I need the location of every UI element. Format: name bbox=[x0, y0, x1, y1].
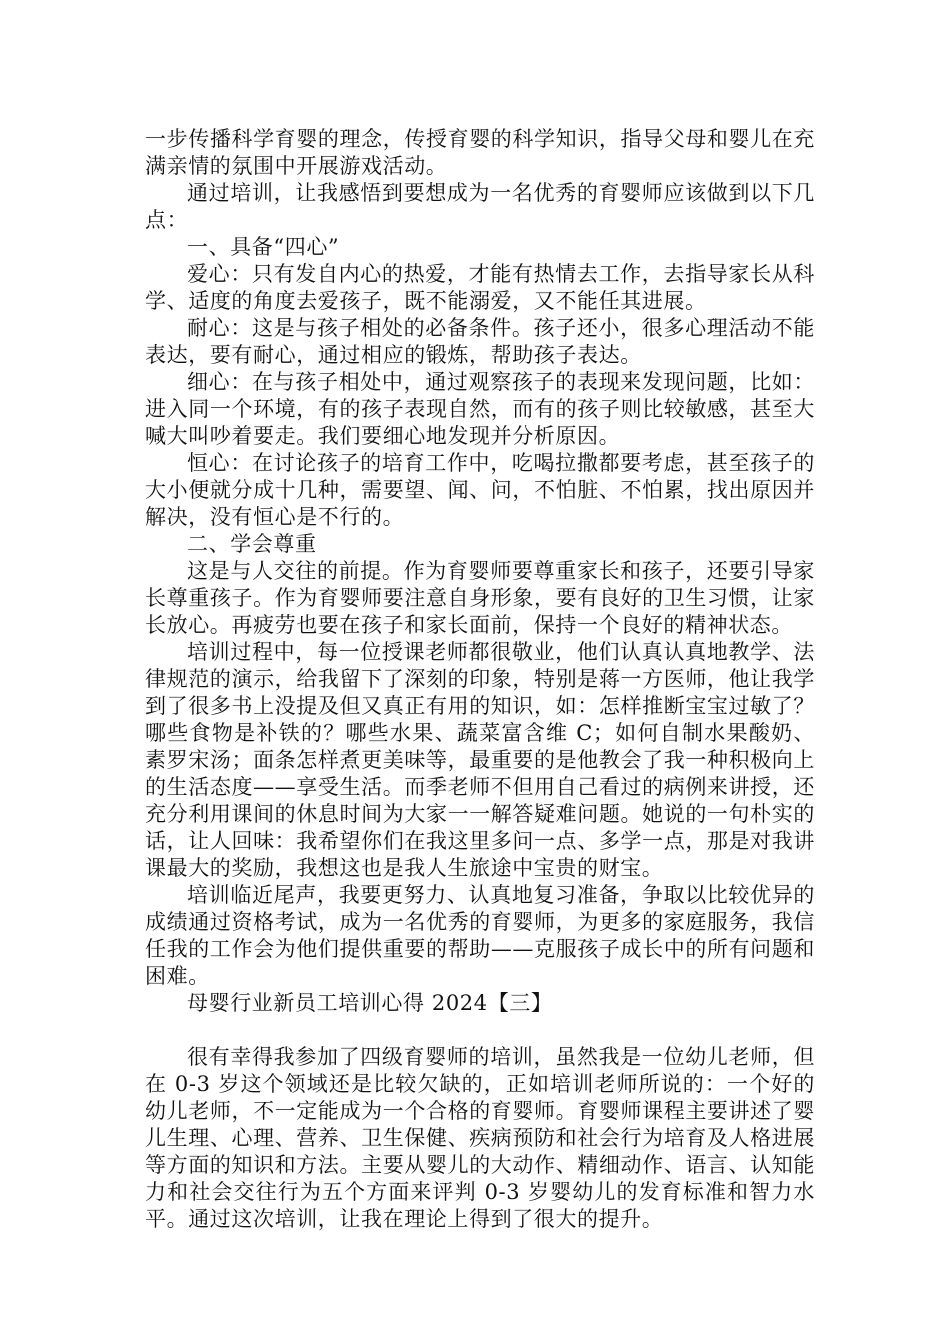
paragraph-patience: 耐心：这是与孩子相处的必备条件。孩子还小，很多心理活动不能表达，要有耐心，通过相应的锻炼，帮助孩子表达。 bbox=[145, 316, 815, 367]
document-body bbox=[145, 126, 815, 1233]
section-heading-four-hearts: 一、具备“四心” bbox=[187, 235, 340, 259]
paragraph-carefulness: 细心：在与孩子相处中，通过观察孩子的表现来发现问题，比如：进入同一个环境，有的孩子表现自然，而有的孩子则比较敏感，甚至大喊大叫吵着要走。我们要细心地发现并分析原因。 bbox=[145, 370, 815, 448]
paragraph-intro-continued: 一步传播科学育婴的理念，传授育婴的科学知识，指导父母和婴儿在充满亲情的氛围中开展游戏活动。 bbox=[145, 127, 815, 178]
section-heading-respect: 二、学会尊重 bbox=[187, 532, 317, 556]
paragraph-realization: 通过培训，让我感悟到要想成为一名优秀的育婴师应该做到以下几点： bbox=[145, 181, 815, 232]
paragraph-respect: 这是与人交往的前提。作为育婴师要尊重家长和孩子，还要引导家长尊重孩子。作为育婴师要注意自身形象，要有良好的卫生习惯，让家长放心。再疲劳也要在孩子和家长面前，保持一个良好的精神状态。 bbox=[145, 559, 815, 637]
paragraph-training-process: 培训过程中，每一位授课老师都很敬业，他们认真认真地教学、法律规范的演示，给我留下了深刻的印象，特别是蒋一方医师，他让我学到了很多书上没提及但又真正有用的知识，如：怎样推断宝宝过敏了？哪些食物是补铁的？哪些水果、蔬菜富含维 C；如何自制水果酸奶、素罗宋汤；面条怎样煮更美味等，最重要的是他教会了我一种积极向上的生活态度——享受生活。而季老师不但用自己看过的病例来讲授，还充分利用课间的休息时间为大家一一解答疑难问题。她说的一句朴实的话，让人回味：我希望你们在我这里多问一点、多学一点，那是对我讲课最大的奖励，我想这也是我人生旅途中宝贵的财宝。 bbox=[145, 640, 815, 880]
paragraph-training-end: 培训临近尾声，我要更努力、认真地复习准备，争取以比较优异的成绩通过资格考试，成为一名优秀的育婴师，为更多的家庭服务，我信任我的工作会为他们提供重要的帮助——克服孩子成长中的所有问题和困难。 bbox=[145, 883, 815, 988]
blank-line bbox=[145, 1017, 815, 1044]
paragraph-perseverance: 恒心：在讨论孩子的培育工作中，吃喝拉撒都要考虑，甚至孩子的大小便就分成十几种，需要望、闻、问，不怕脏、不怕累，找出原因并解决，没有恒心是不行的。 bbox=[145, 451, 815, 529]
paragraph-article-three: 很有幸得我参加了四级育婴师的培训，虽然我是一位幼儿老师，但在 0-3 岁这个领域还是比较欠缺的，正如培训老师所说的：一个好的幼儿老师，不一定能成为一个合格的育婴师。育婴师课程主要讲述了婴儿生理、心理、营养、卫生保健、疾病预防和社会行为培育及人格进展等方面的知识和方法。主要从婴儿的大动作、精细动作、语言、认知能力和社会交往行为五个方面来评判 0-3 岁婴幼儿的发育标准和智力水平。通过这次培训，让我在理论上得到了很大的提升。 bbox=[145, 1045, 815, 1231]
article-title-three: 母婴行业新员工培训心得 2024【三】 bbox=[187, 991, 553, 1015]
paragraph-love: 爱心：只有发自内心的热爱，才能有热情去工作，去指导家长从科学、适度的角度去爱孩子，既不能溺爱，又不能任其进展。 bbox=[145, 262, 815, 313]
